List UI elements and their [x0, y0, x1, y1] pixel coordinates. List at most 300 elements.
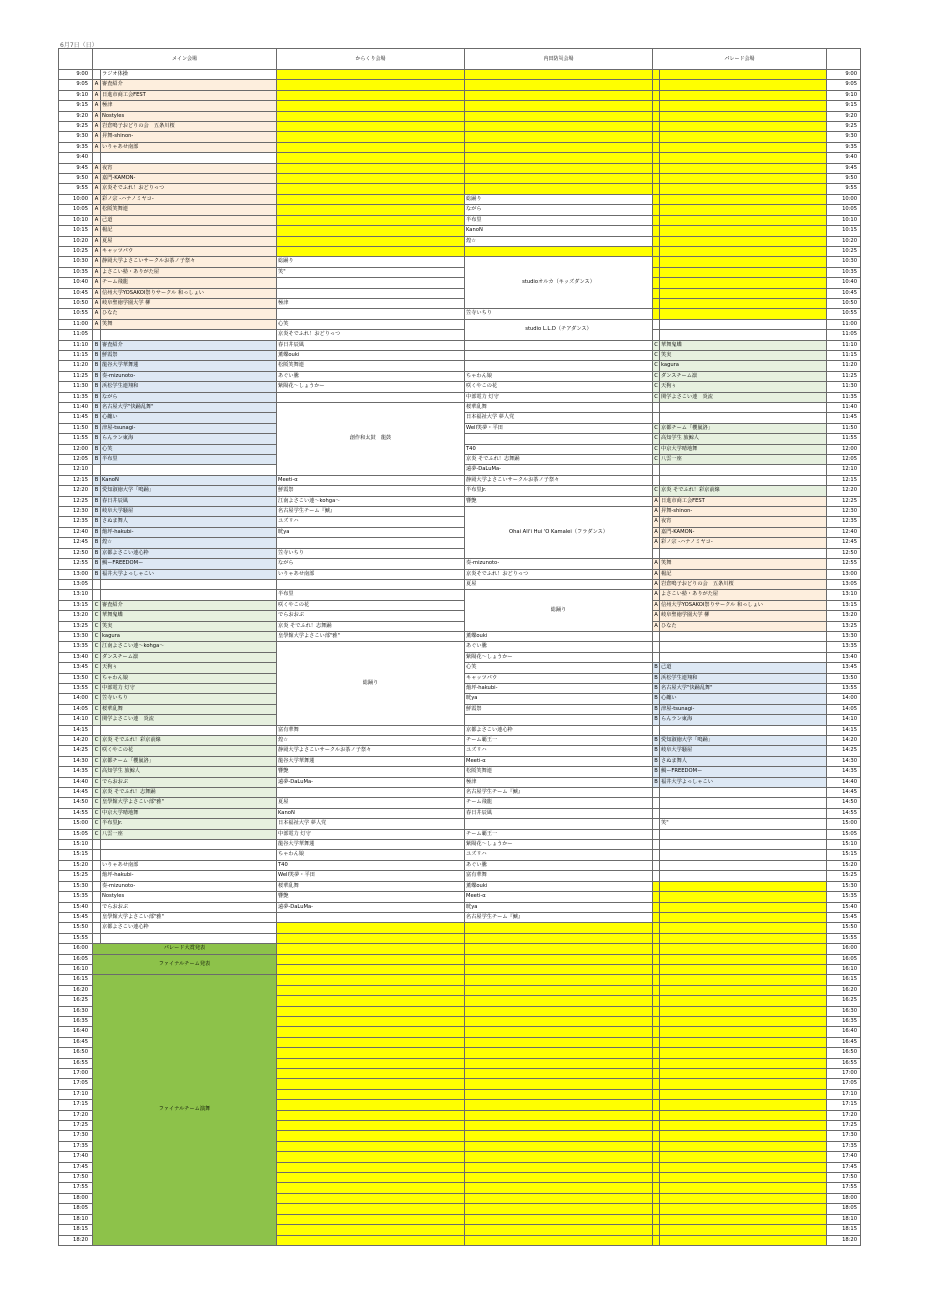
main-group-cell: A: [93, 319, 101, 329]
main-stage-cell: 焔坪-hakubi-: [101, 527, 277, 537]
parade-group-cell: [653, 257, 660, 267]
parade-group-cell: [653, 122, 660, 132]
main-group-cell: B: [93, 361, 101, 371]
uchida-closed-cell: [465, 1193, 653, 1203]
uchida-merged-cell: studio L.L.D（チアダンス）: [465, 319, 653, 340]
time-cell: 14:20: [59, 736, 93, 746]
schedule-row: [59, 80, 861, 90]
time-cell-right: 16:25: [827, 996, 861, 1006]
parade-group-cell: [653, 90, 660, 100]
time-cell-right: 14:10: [827, 715, 861, 725]
karakuri-closed-cell: [277, 1173, 465, 1183]
schedule-row: [59, 371, 861, 381]
parade-closed-cell: [660, 996, 827, 1006]
parade-group-cell: [653, 808, 660, 818]
schedule-row: [59, 205, 861, 215]
time-cell: 14:50: [59, 798, 93, 808]
parade-closed-cell: [660, 912, 827, 922]
parade-group-cell: [653, 944, 660, 954]
main-group-cell: C: [93, 600, 101, 610]
karakuri-stage-cell: 富有華舞: [277, 725, 465, 735]
uchida-closed-cell: [465, 1214, 653, 1224]
time-cell-right: 17:05: [827, 1079, 861, 1089]
parade-group-cell: [653, 1069, 660, 1079]
time-cell-right: 18:20: [827, 1235, 861, 1245]
parade-group-cell: [653, 236, 660, 246]
main-stage-cell: 焔坪-hakubi-: [101, 871, 277, 881]
time-cell: 14:25: [59, 746, 93, 756]
main-stage-cell: [101, 590, 277, 600]
main-group-cell: B: [93, 486, 101, 496]
uchida-stage-cell: 極津: [465, 777, 653, 787]
parade-group-cell: A: [653, 527, 660, 537]
karakuri-merged-cell: 総踊り: [277, 642, 465, 725]
parade-stage-cell: [660, 403, 827, 413]
parade-stage-cell: らんラン東海: [660, 715, 827, 725]
parade-closed-cell: [660, 1089, 827, 1099]
parade-group-cell: [653, 954, 660, 964]
parade-group-cell: A: [653, 559, 660, 569]
time-cell: 11:30: [59, 382, 93, 392]
main-group-cell: [93, 725, 101, 735]
time-cell-right: 15:40: [827, 902, 861, 912]
main-group-cell: B: [93, 559, 101, 569]
parade-closed-cell: [660, 1069, 827, 1079]
time-cell: 12:10: [59, 465, 93, 475]
time-cell-right: 11:15: [827, 350, 861, 360]
time-cell: 16:50: [59, 1048, 93, 1058]
parade-group-cell: A: [653, 538, 660, 548]
parade-group-cell: [653, 101, 660, 111]
main-group-cell: A: [93, 122, 101, 132]
karakuri-closed-cell: [277, 1016, 465, 1026]
main-stage-cell: 京都よさこい連心粋: [101, 923, 277, 933]
main-group-cell: [93, 871, 101, 881]
main-stage-cell: 京炎 そでふれ！志舞踊: [101, 788, 277, 798]
main-group-cell: B: [93, 517, 101, 527]
time-cell-right: 17:25: [827, 1121, 861, 1131]
parade-stage-cell: 信州大学YOSAKOI祭りサークル 和っしょい: [660, 600, 827, 610]
time-cell: 12:25: [59, 496, 93, 506]
parade-closed-cell: [660, 1037, 827, 1047]
parade-group-cell: [653, 319, 660, 329]
main-group-cell: A: [93, 267, 101, 277]
main-group-cell: B: [93, 455, 101, 465]
main-stage-cell: 奏-mizunoto-: [101, 371, 277, 381]
schedule-row: [59, 902, 861, 912]
time-cell-right: 15:30: [827, 881, 861, 891]
karakuri-stage-cell: 京炎そでふれ！おどりっつ: [277, 330, 465, 340]
schedule-row: [59, 559, 861, 569]
main-stage-cell: [101, 840, 277, 850]
uchida-closed-cell: [465, 1162, 653, 1172]
karakuri-stage-cell: 紫陽花〜しょうかー: [277, 382, 465, 392]
parade-group-cell: [653, 278, 660, 288]
time-cell-right: 11:05: [827, 330, 861, 340]
parade-group-cell: [653, 163, 660, 173]
schedule-row: [59, 288, 861, 298]
parade-stage-cell: 笑実: [660, 350, 827, 360]
karakuri-stage-cell: 静岡大学よさこいサークルお茶ノ子祭々: [277, 746, 465, 756]
parade-stage-cell: ひなた: [660, 621, 827, 631]
schedule-row: [59, 954, 861, 964]
parade-closed-cell: [660, 892, 827, 902]
karakuri-stage-cell: ちゃわん娘: [277, 850, 465, 860]
parade-stage-cell: 楊記: [660, 569, 827, 579]
schedule-row: [59, 350, 861, 360]
main-stage-cell: 春日井辰風: [101, 496, 277, 506]
main-group-cell: C: [93, 673, 101, 683]
parade-stage-cell: 関学よさこい連 炎流: [660, 392, 827, 402]
time-cell-right: 17:00: [827, 1069, 861, 1079]
uchida-stage-cell: 咲くやこの花: [465, 382, 653, 392]
schedule-row: [59, 808, 861, 818]
time-cell: 12:05: [59, 455, 93, 465]
main-group-cell: A: [93, 298, 101, 308]
parade-group-cell: [653, 465, 660, 475]
schedule-row: [59, 840, 861, 850]
main-stage-cell: 岐阜聖徳学園大学 柳: [101, 298, 277, 308]
parade-stage-cell: 中京大学晴地舞: [660, 444, 827, 454]
karakuri-stage-cell: [277, 309, 465, 319]
time-cell: 13:20: [59, 611, 93, 621]
main-group-cell: A: [93, 90, 101, 100]
main-stage-cell: 中京大学晴地舞: [101, 808, 277, 818]
time-cell: 13:40: [59, 652, 93, 662]
main-group-cell: C: [93, 611, 101, 621]
parade-group-cell: [653, 1141, 660, 1151]
parade-closed-cell: [660, 236, 827, 246]
karakuri-stage-cell: [277, 788, 465, 798]
time-cell-right: 15:50: [827, 923, 861, 933]
karakuri-stage-header: からくり会場: [277, 49, 465, 70]
uchida-stage-cell: 紫陽花〜しょうかー: [465, 840, 653, 850]
main-group-cell: [93, 912, 101, 922]
parade-closed-cell: [660, 1027, 827, 1037]
main-group-cell: C: [93, 683, 101, 693]
time-cell-right: 18:10: [827, 1214, 861, 1224]
parade-stage-cell: 京炎 そでふれ！彩京前線: [660, 486, 827, 496]
time-cell-right: 9:30: [827, 132, 861, 142]
parade-group-cell: [653, 1183, 660, 1193]
parade-group-cell: A: [653, 600, 660, 610]
time-cell-right: 13:25: [827, 621, 861, 631]
parade-stage-cell: [660, 798, 827, 808]
main-stage-cell: 夏屋: [101, 236, 277, 246]
time-cell: 17:30: [59, 1131, 93, 1141]
main-stage-cell: [101, 579, 277, 589]
main-group-cell: C: [93, 808, 101, 818]
time-cell-right: 10:30: [827, 257, 861, 267]
main-stage-cell: KanoN: [101, 475, 277, 485]
parade-stage-cell: 岐阜大学騒屋: [660, 746, 827, 756]
karakuri-stage-cell: 中部電力 灯守: [277, 829, 465, 839]
schedule-row: [59, 361, 861, 371]
parade-closed-cell: [660, 80, 827, 90]
uchida-closed-cell: [465, 132, 653, 142]
main-stage-cell: 京炎 そでふれ！彩京前線: [101, 736, 277, 746]
uchida-stage-cell: 薫蝶ouki: [465, 631, 653, 641]
parade-group-cell: [653, 330, 660, 340]
time-cell: 9:20: [59, 111, 93, 121]
time-cell-right: 10:10: [827, 215, 861, 225]
uchida-stage-cell: 富有華舞: [465, 871, 653, 881]
time-cell-right: 12:05: [827, 455, 861, 465]
time-cell: 14:35: [59, 767, 93, 777]
time-cell-right: 9:20: [827, 111, 861, 121]
parade-group-cell: B: [653, 767, 660, 777]
karakuri-stage-cell: 極津: [277, 298, 465, 308]
main-group-cell: A: [93, 80, 101, 90]
parade-stage-cell: 高知学生 旅鯨人: [660, 434, 827, 444]
time-cell-right: 11:40: [827, 403, 861, 413]
time-cell: 17:20: [59, 1110, 93, 1120]
parade-closed-cell: [660, 975, 827, 985]
karakuri-closed-cell: [277, 111, 465, 121]
uchida-closed-cell: [465, 1152, 653, 1162]
main-stage-cell: 天狗ぅ: [101, 663, 277, 673]
parade-group-cell: A: [653, 496, 660, 506]
parade-stage-cell: 福井大学よっしゃこい: [660, 777, 827, 787]
uchida-closed-cell: [465, 1016, 653, 1026]
karakuri-stage-cell: 薫蝶ouki: [277, 350, 465, 360]
main-stage-cell: 煌☆: [101, 538, 277, 548]
time-cell: 15:50: [59, 923, 93, 933]
finale-block: パレード大賞発表: [93, 944, 277, 954]
main-group-cell: [93, 923, 101, 933]
parade-group-cell: [653, 923, 660, 933]
parade-closed-cell: [660, 1152, 827, 1162]
parade-stage-cell: 夜宵: [660, 517, 827, 527]
karakuri-closed-cell: [277, 184, 465, 194]
main-stage-cell: 審査紹介: [101, 600, 277, 610]
parade-closed-cell: [660, 257, 827, 267]
schedule-row: [59, 475, 861, 485]
schedule-row: [59, 777, 861, 787]
parade-group-cell: [653, 1235, 660, 1245]
main-group-cell: [93, 881, 101, 891]
karakuri-stage-cell: 咲くやこの花: [277, 600, 465, 610]
main-group-cell: C: [93, 631, 101, 641]
karakuri-stage-cell: [277, 912, 465, 922]
time-cell-right: 9:00: [827, 70, 861, 80]
uchida-stage-cell: あぐい騰: [465, 642, 653, 652]
parade-group-cell: [653, 1204, 660, 1214]
parade-stage-cell: 笑舞: [660, 559, 827, 569]
parade-closed-cell: [660, 985, 827, 995]
main-stage-cell: [101, 850, 277, 860]
time-cell: 17:15: [59, 1100, 93, 1110]
uchida-closed-cell: [465, 142, 653, 152]
uchida-stage-cell: [465, 361, 653, 371]
parade-group-cell: B: [653, 777, 660, 787]
main-stage-cell: ひなた: [101, 309, 277, 319]
parade-closed-cell: [660, 111, 827, 121]
time-cell-right: 12:45: [827, 538, 861, 548]
main-stage-cell: 咲くやこの花: [101, 746, 277, 756]
schedule-row: [59, 486, 861, 496]
time-cell: 11:45: [59, 413, 93, 423]
time-cell: 16:00: [59, 944, 93, 954]
time-cell-right: 18:15: [827, 1225, 861, 1235]
time-cell-right: 10:20: [827, 236, 861, 246]
main-group-cell: C: [93, 767, 101, 777]
parade-group-cell: C: [653, 434, 660, 444]
main-stage-cell: 笑実: [101, 621, 277, 631]
uchida-closed-cell: [465, 933, 653, 943]
time-cell: 13:00: [59, 569, 93, 579]
uchida-stage-cell: 京炎そでふれ！おどりっつ: [465, 569, 653, 579]
karakuri-stage-cell: Meeti-α: [277, 475, 465, 485]
karakuri-stage-cell: ながら: [277, 559, 465, 569]
schedule-row: [59, 611, 861, 621]
schedule-row: [59, 788, 861, 798]
time-cell: 12:35: [59, 517, 93, 527]
time-cell: 10:10: [59, 215, 93, 225]
karakuri-stage-cell: 龍谷大学華舞蓮: [277, 756, 465, 766]
main-group-cell: [93, 590, 101, 600]
uchida-stage-cell: 紫陽花〜しょうかー: [465, 652, 653, 662]
time-cell-right: 9:55: [827, 184, 861, 194]
main-stage-cell: 中部電力 灯守: [101, 683, 277, 693]
karakuri-closed-cell: [277, 1121, 465, 1131]
schedule-row: [59, 403, 861, 413]
time-cell: 9:10: [59, 90, 93, 100]
time-cell-right: 14:55: [827, 808, 861, 818]
time-cell-right: 16:40: [827, 1027, 861, 1037]
schedule-row: [59, 132, 861, 142]
main-stage-cell: 龍谷大学華舞蓮: [101, 361, 277, 371]
main-stage-cell: kagura: [101, 631, 277, 641]
karakuri-closed-cell: [277, 205, 465, 215]
karakuri-stage-cell: [277, 579, 465, 589]
karakuri-closed-cell: [277, 174, 465, 184]
schedule-row: [59, 215, 861, 225]
schedule-row: [59, 278, 861, 288]
parade-closed-cell: [660, 944, 827, 954]
parade-group-cell: A: [653, 517, 660, 527]
schedule-row: [59, 569, 861, 579]
parade-group-cell: [653, 1131, 660, 1141]
karakuri-stage-cell: KanoN: [277, 808, 465, 818]
main-group-cell: A: [93, 132, 101, 142]
time-cell: 12:30: [59, 507, 93, 517]
parade-group-cell: C: [653, 423, 660, 433]
time-cell-right: 10:45: [827, 288, 861, 298]
uchida-closed-cell: [465, 1121, 653, 1131]
schedule-row: [59, 153, 861, 163]
uchida-closed-cell: [465, 964, 653, 974]
karakuri-closed-cell: [277, 90, 465, 100]
uchida-merged-cell: Ohai Ali'i Hui 'O Kamalei（フラダンス）: [465, 507, 653, 559]
main-group-cell: [93, 892, 101, 902]
parade-closed-cell: [660, 215, 827, 225]
karakuri-closed-cell: [277, 1100, 465, 1110]
time-cell-right: 11:50: [827, 423, 861, 433]
uchida-closed-cell: [465, 1027, 653, 1037]
time-header: [59, 49, 93, 70]
uchida-stage-cell: 半布里Jr.: [465, 486, 653, 496]
time-cell: 9:35: [59, 142, 93, 152]
schedule-row: [59, 507, 861, 517]
time-cell-right: 14:50: [827, 798, 861, 808]
parade-closed-cell: [660, 1016, 827, 1026]
time-cell: 11:05: [59, 330, 93, 340]
uchida-stage-cell: [465, 350, 653, 360]
parade-closed-cell: [660, 1214, 827, 1224]
main-group-cell: C: [93, 819, 101, 829]
karakuri-closed-cell: [277, 1069, 465, 1079]
parade-closed-cell: [660, 1048, 827, 1058]
parade-group-cell: B: [653, 746, 660, 756]
time-cell-right: 10:05: [827, 205, 861, 215]
uchida-stage-cell: 中部電力 灯守: [465, 392, 653, 402]
time-cell-right: 9:50: [827, 174, 861, 184]
schedule-row: [59, 538, 861, 548]
karakuri-closed-cell: [277, 1193, 465, 1203]
karakuri-stage-cell: 夏屋: [277, 798, 465, 808]
karakuri-stage-cell: 晄ya: [277, 527, 465, 537]
karakuri-closed-cell: [277, 1225, 465, 1235]
uchida-closed-cell: [465, 923, 653, 933]
parade-closed-cell: [660, 881, 827, 891]
main-group-cell: B: [93, 382, 101, 392]
time-cell-right: 15:00: [827, 819, 861, 829]
karakuri-closed-cell: [277, 933, 465, 943]
main-stage-cell: 極津: [101, 101, 277, 111]
main-stage-header: メイン会場: [93, 49, 277, 70]
karakuri-stage-cell: 響艶: [277, 767, 465, 777]
parade-group-cell: [653, 548, 660, 558]
schedule-row: [59, 142, 861, 152]
time-cell: 11:10: [59, 340, 93, 350]
main-stage-cell: 静岡大学よさこいサークルお茶ノ子祭々: [101, 257, 277, 267]
main-group-cell: C: [93, 777, 101, 787]
parade-stage-cell: [660, 850, 827, 860]
time-cell: 13:05: [59, 579, 93, 589]
time-cell: 16:10: [59, 964, 93, 974]
karakuri-closed-cell: [277, 1162, 465, 1172]
schedule-row: [59, 194, 861, 204]
parade-stage-cell: [660, 413, 827, 423]
main-stage-cell: 彩ノ宗 -ハナノミヤコ-: [101, 194, 277, 204]
schedule-row: [59, 70, 861, 80]
parade-stage-cell: [660, 548, 827, 558]
main-stage-cell: ながら: [101, 392, 277, 402]
uchida-stage-cell: 京炎 そでふれ！志舞踊: [465, 455, 653, 465]
schedule-row: [59, 850, 861, 860]
parade-closed-cell: [660, 1131, 827, 1141]
main-group-cell: A: [93, 174, 101, 184]
main-stage-cell: ちゃわん娘: [101, 673, 277, 683]
parade-group-cell: [653, 975, 660, 985]
schedule-row: [59, 642, 861, 652]
parade-closed-cell: [660, 153, 827, 163]
time-cell: 13:45: [59, 663, 93, 673]
time-cell: 13:35: [59, 642, 93, 652]
main-group-cell: C: [93, 694, 101, 704]
main-group-cell: [93, 153, 101, 163]
parade-group-cell: [653, 1173, 660, 1183]
time-cell-right: 16:35: [827, 1016, 861, 1026]
time-cell: 15:00: [59, 819, 93, 829]
time-cell-right: 12:40: [827, 527, 861, 537]
time-cell: 10:55: [59, 309, 93, 319]
uchida-merged-cell: studioオルカ（キッズダンス）: [465, 257, 653, 309]
karakuri-stage-cell: T40: [277, 860, 465, 870]
time-cell-right: 17:20: [827, 1110, 861, 1120]
time-cell: 17:00: [59, 1069, 93, 1079]
